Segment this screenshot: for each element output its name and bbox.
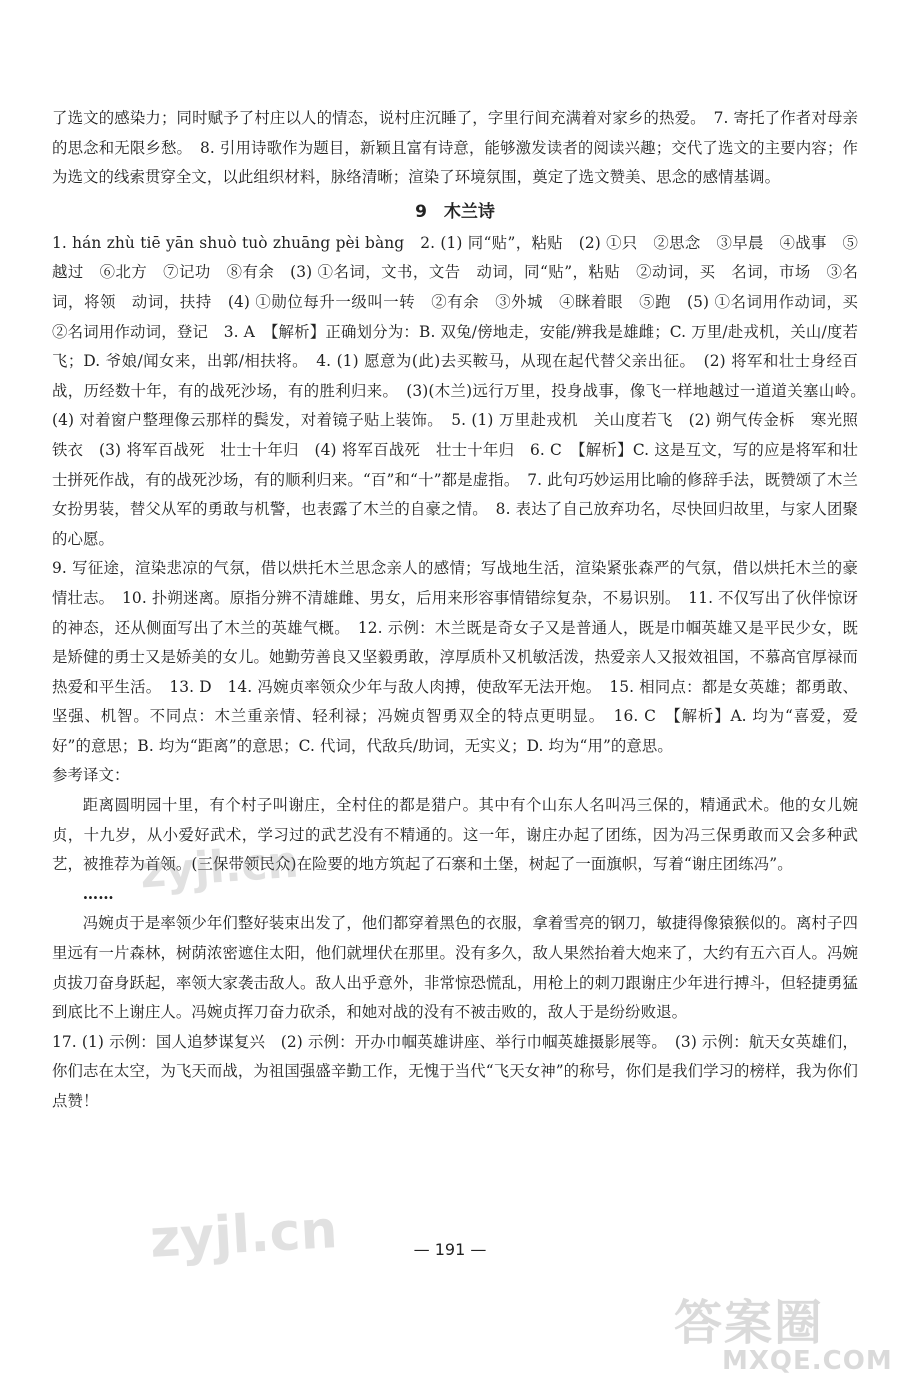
section-title: 9 木兰诗: [415, 201, 495, 222]
watermark-text: zyjl.cn: [148, 1200, 339, 1270]
page-number: — 191 —: [413, 1240, 487, 1259]
answer-paragraph-continued: 了选文的感染力；同时赋予了村庄以人的情态，说村庄沉睡了，字里行间充满着对家乡的热爱。 7. 寄托了作者对母亲的思念和无限乡愁。 8. 引用诗歌作为题目，新颖且富有诗意，能够激发读者的阅读兴趣；交代了选文的主要内容；作为选文的线索贯穿全文，以此组织材料，脉络清晰；渲染了环境氛围，奠定了选文赞美、思念的感情基调。: [52, 109, 858, 187]
ellipsis: ……: [82, 884, 114, 903]
translation-paragraph-2: 冯婉贞于是率领少年们整好装束出发了，他们都穿着黑色的衣服，拿着雪亮的钢刀，敏捷得像猿猴似的。离村子四里远有一片森林，树荫浓密遮住太阳，他们就埋伏在那里。没有多久，敌人果然抬着大炮来了，大约有五六百人。冯婉贞拔刀奋身跃起，率领大家袭击敌人。敌人出乎意外，非常惊恐慌乱，用枪上的刺刀跟谢庄少年进行搏斗，但轻捷勇猛到底比不上谢庄人。冯婉贞挥刀奋力砍杀，和她对战的没有不被击败的，敌人于是纷纷败退。: [52, 914, 858, 1022]
reference-translation-label: 参考译文：: [52, 766, 130, 785]
answer-paragraph-17: 17. (1) 示例：国人追梦谋复兴 (2) 示例：开办巾帼英雄讲座、举行巾帼英雄摄影展等。 (3) 示例：航天女英雄们，你们志在太空，为飞天而战，为祖国强盛辛勤工作，无愧于当代“飞天女神”的称号，你们是我们学习的榜样，我为你们点赞！: [52, 1032, 858, 1110]
page-content: [52, 104, 874, 1117]
watermark-text: zyjl.cn: [138, 836, 301, 899]
answers-paragraph-1-8: 1. hán zhù tiē yān shuò tuò zhuāng pèi bàng 2. (1) 同“贴”，粘贴 (2) ①只 ②思念 ③早晨 ④战事 ⑤越过 ⑥北方 ⑦记功 ⑧有余 (3) ①名词，文书，文告 动词，同“贴”，粘贴 ②动词，买 名词，市场 ③名词，将领 动词，扶持 (4) ①勋位每升一级叫一转 ②有余 ③外城 ④眯着眼 ⑤跑 (5) ①名词用作动词，买 ②名词用作动词，登记 3. A 【解析】正确划分为：B. 双兔/傍地走，安能/辨我是雄雌；C. 万里/赴戎机，关山/度若飞；D. 爷娘/闻女来，出郭/相扶将。 4. (1) 愿意为(此)去买鞍马，从现在起代替父亲出征。 (2) 将军和壮士身经百战，历经数十年，有的战死沙场，有的胜利归来。 (3)(木兰)远行万里，投身战事，像飞一样地越过一道道关塞山岭。 (4) 对着窗户整理像云那样的鬓发，对着镜子贴上装饰。 5. (1) 万里赴戎机 关山度若飞 (2) 朔气传金柝 寒光照铁衣 (3) 将军百战死 壮士十年归 (4) 将军百战死 壮士十年归 6. C 【解析】C. 这是互文，写的应是将军和壮士拼死作战，有的战死沙场，有的顺利归来。“百”和“十”都是虚指。 7. 此句巧妙运用比喻的修辞手法，既赞颂了木兰女扮男装，替父从军的勇敢与机警，也表露了木兰的自豪之情。 8. 表达了自己放弃功名，尽快回归故里，与家人团聚的心愿。: [52, 233, 874, 548]
answers-paragraph-9-16: 9. 写征途，渲染悲凉的气氛，借以烘托木兰思念亲人的感情；写战地生活，渲染紧张森严的气氛，借以烘托木兰的豪情壮志。 10. 扑朔迷离。原指分辨不清雄雌、男女，后用来形容事情错综复杂，不易识别。 11. 不仅写出了伙伴惊讶的神态，还从侧面写出了木兰的英雄气概。 12. 示例：木兰既是奇女子又是普通人，既是巾帼英雄又是平民少女，既是矫健的勇士又是娇美的女儿。她勤劳善良又坚毅勇敢，淳厚质朴又机敏活泼，热爱亲人又报效祖国，不慕高官厚禄而热爱和平生活。 13. D 14. 冯婉贞率领众少年与敌人肉搏，使敌军无法开炮。 15. 相同点：都是女英雄；都勇敢、坚强、机智。不同点：木兰重亲情、轻利禄；冯婉贞智勇双全的特点更明显。 16. C 【解析】A. 均为“喜爱，爱好”的意思；B. 均为“距离”的意思；C. 代词，代敌兵/助词，无实义；D. 均为“用”的意思。: [52, 559, 858, 755]
watermark-logo-title: 答案圈: [674, 1295, 825, 1351]
translation-paragraph-1: 距离圆明园十里，有个村子叫谢庄，全村住的都是猎户。其中有个山东人名叫冯三保的，精通武术。他的女儿婉贞，十九岁，从小爱好武术，学习过的武艺没有不精通的。这一年，谢庄办起了团练，因为冯三保勇敢而又会多种武艺，被推荐为首领。(三保带领民众)在险要的地方筑起了石寨和土堡，树起了一面旗帜，写着“谢庄团练冯”。: [52, 796, 858, 874]
watermark-logo: [662, 1284, 892, 1384]
watermark-logo-url: MXQE.COM: [722, 1346, 893, 1376]
